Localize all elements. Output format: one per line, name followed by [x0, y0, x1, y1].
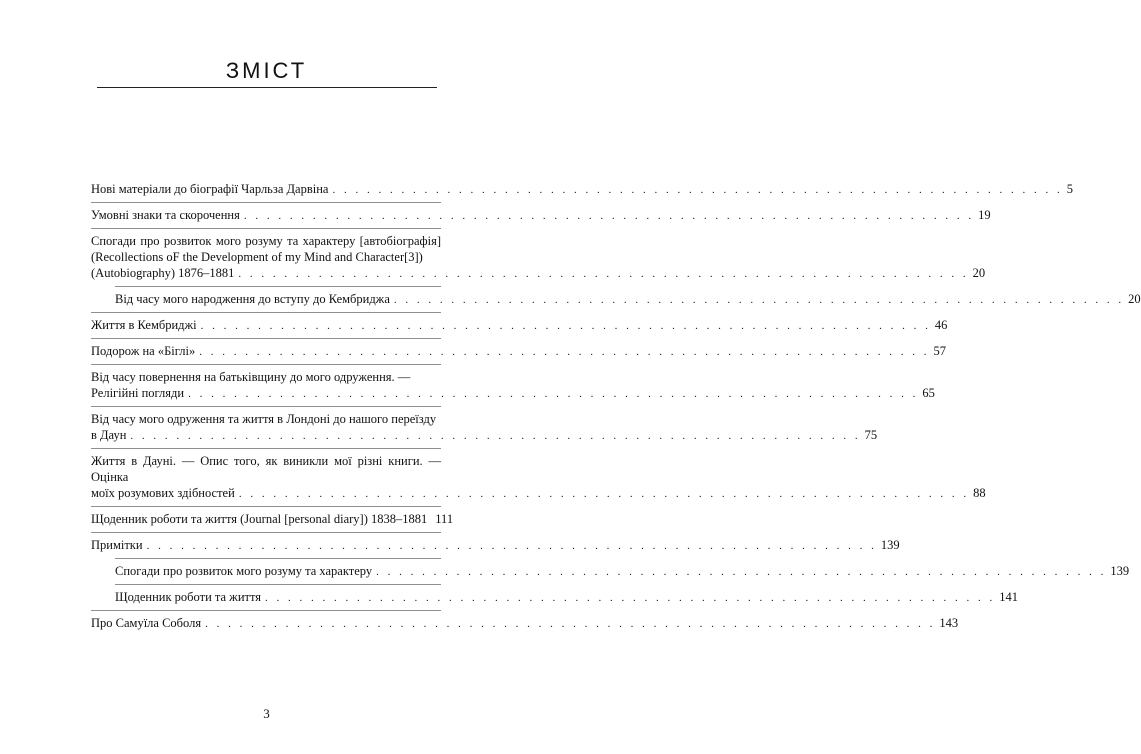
- toc-entry-line: [91, 207, 991, 224]
- toc-entry-page: 5: [1066, 182, 1073, 196]
- entry-separator: [115, 558, 441, 559]
- toc-entry-line: [91, 181, 1073, 198]
- toc-entry[interactable]: [91, 615, 959, 632]
- entry-separator: [91, 406, 441, 407]
- toc-entry-page: 65: [922, 386, 935, 400]
- toc-entry[interactable]: [91, 537, 900, 554]
- toc-entry-title: Подорож на «Біглі»: [91, 344, 196, 358]
- toc-entry-line: [91, 343, 946, 360]
- entry-separator: [91, 202, 441, 203]
- entry-separator: [91, 364, 441, 365]
- dot-leader: . . . . . . . . . . . . . . . . . . . . . . . . . . . . . . . . . . . . . . . . . . . . . . . . . . . . . . . . . . . . . . . .: [199, 346, 930, 358]
- toc-entry-page: 19: [978, 208, 991, 222]
- entry-separator: [115, 286, 441, 287]
- toc-entry[interactable]: [91, 233, 986, 282]
- entry-separator: [91, 506, 441, 507]
- toc-entry-page: 57: [933, 344, 946, 358]
- dot-leader: . . . . . . . . . . . . . . . . . . . . . . . . . . . . . . . . . . . . . . . . . . . . . . . . . . . . . . . . . . . . . . . .: [200, 320, 931, 332]
- toc-entry-line: [91, 511, 454, 528]
- toc-entry-page: 139: [1110, 564, 1130, 578]
- dot-leader: . . . . . . . . . . . . . . . . . . . . . . . . . . . . . . . . . . . . . . . . . . . . . . . . . . . . . . . . . . . . . . . .: [238, 268, 969, 280]
- toc-entry-line: [91, 317, 948, 334]
- toc-entry-page: 75: [864, 428, 878, 442]
- toc-entry-title: Від часу мого народження до вступу до Кембриджа: [115, 292, 390, 306]
- toc-entry-title: в Даун: [91, 428, 127, 442]
- toc-entry[interactable]: [91, 453, 986, 502]
- entry-separator: [91, 228, 441, 229]
- dot-leader: . . . . . . . . . . . . . . . . . . . . . . . . . . . . . . . . . . . . . . . . . . . . . . . . . . . . . . . . . . . . . . . .: [393, 294, 1125, 306]
- toc-entry[interactable]: [91, 563, 1130, 580]
- toc-entry-title-lead: Від часу повернення на батьківщину до мого одруження. —: [91, 370, 411, 384]
- toc-entry[interactable]: [91, 511, 454, 528]
- toc-entry[interactable]: [91, 369, 935, 402]
- table-of-contents: [91, 181, 1141, 632]
- toc-entry-title: Щоденник роботи та життя (Journal [personal diary]) 1838–1881: [91, 512, 428, 526]
- toc-entry[interactable]: [91, 411, 878, 444]
- toc-entry-line: [115, 589, 1019, 606]
- toc-entry-page: 88: [973, 486, 986, 500]
- entry-separator: [115, 584, 441, 585]
- toc-entry-line: [115, 563, 1130, 580]
- toc-entry[interactable]: [91, 317, 948, 334]
- entry-separator: [91, 338, 441, 339]
- toc-entry-page: 141: [999, 590, 1019, 604]
- toc-entry-page: 139: [880, 538, 900, 552]
- entry-separator: [91, 448, 441, 449]
- toc-entry[interactable]: [91, 291, 1141, 308]
- dot-leader: . . . . . . . . . . . . . . . . . . . . . . . . . . . . . . . . . . . . . . . . . . . . . . . . . . . . . . . . . . . . . . . .: [146, 540, 877, 552]
- toc-entry[interactable]: [91, 181, 1073, 198]
- toc-entry-page: 46: [934, 318, 948, 332]
- toc-entry-title: Щоденник роботи та життя: [115, 590, 262, 604]
- dot-leader: . . . . . . . . . . . . . . . . . . . . . . . . . . . . . . . . . . . . . . . . . . . . . . . . . . . . . . . . . . . . . . . .: [376, 566, 1107, 578]
- toc-entry-line: [91, 427, 878, 444]
- toc-entry-line: [91, 537, 900, 554]
- toc-entry-title: Примітки: [91, 538, 143, 552]
- toc-entry-title-lead: Спогади про розвиток мого розуму та характеру [автобіографія] (Recollections oF the Development of my Mind and Character[3]): [91, 234, 441, 264]
- entry-separator: [91, 312, 441, 313]
- toc-entry-page: 20: [1128, 292, 1141, 306]
- toc-entry-line: [91, 615, 959, 632]
- page-number: 3: [263, 706, 270, 721]
- dot-leader: . . . . . . . . . . . . . . . . . . . . . . . . . . . . . . . . . . . . . . . . . . . . . . . . . . . . . . . . . . . . . . . .: [265, 592, 996, 604]
- dot-leader: . . . . . . . . . . . . . . . . . . . . . . . . . . . . . . . . . . . . . . . . . . . . . . . . . . . . . . . . . . . . . . . .: [243, 210, 975, 222]
- toc-entry-title: Спогади про розвиток мого розуму та характеру: [115, 564, 373, 578]
- entry-separator: [91, 610, 441, 611]
- toc-entry[interactable]: [91, 207, 991, 224]
- toc-entry[interactable]: [91, 589, 1019, 606]
- toc-entry-line: [91, 265, 986, 282]
- entry-separator: [91, 532, 441, 533]
- toc-entry-title: Умовні знаки та скорочення: [91, 208, 240, 222]
- toc-entry-title: (Autobiography) 1876–1881: [91, 266, 235, 280]
- toc-entry-page: 143: [939, 616, 959, 630]
- toc-entry-title: Нові матеріали до біографії Чарльза Дарвіна: [91, 182, 329, 196]
- toc-entry-title-lead: Життя в Дауні. — Опис того, як виникли мої різні книги. — Оцінка: [91, 454, 441, 484]
- toc-entry-title: Релігійні погляди: [91, 386, 185, 400]
- dot-leader: . . . . . . . . . . . . . . . . . . . . . . . . . . . . . . . . . . . . . . . . . . . . . . . . . . . . . . . . . . . . . . . .: [238, 488, 970, 500]
- toc-entry-title-lead: Від часу мого одруження та життя в Лондоні до нашого переїзду: [91, 412, 437, 426]
- dot-leader: . . . . . . . . . . . . . . . . . . . . . . . . . . . . . . . . . . . . . . . . . . . . . . . . . . . . . . . . . . . . . . . .: [188, 388, 919, 400]
- toc-entry-line: [115, 291, 1141, 308]
- heading-underline: [97, 87, 437, 88]
- dot-leader: . . . . . . . . . . . . . . . . . . . . . . . . . . . . . . . . . . . . . . . . . . . . . . . . . . . . . . . . . . . . . . . .: [332, 184, 1063, 196]
- page-title: ЗМІСТ: [225, 58, 308, 83]
- toc-entry-page: 111: [435, 512, 454, 526]
- toc-entry-title: моїх розумових здібностей: [91, 486, 235, 500]
- toc-entry[interactable]: [91, 343, 946, 360]
- toc-entry-page: 20: [972, 266, 986, 280]
- toc-entry-title: Про Самуїла Соболя: [91, 616, 202, 630]
- dot-leader: . . . . . . . . . . . . . . . . . . . . . . . . . . . . . . . . . . . . . . . . . . . . . . . . . . . . . . . . . . . . . . . .: [205, 618, 936, 630]
- dot-leader: . . . . . . . . . . . . . . . . . . . . . . . . . . . . . . . . . . . . . . . . . . . . . . . . . . . . . . . . . . . . . . . .: [130, 430, 861, 442]
- toc-entry-title: Життя в Кембриджі: [91, 318, 197, 332]
- toc-entry-line: [91, 485, 986, 502]
- toc-entry-line: [91, 385, 935, 402]
